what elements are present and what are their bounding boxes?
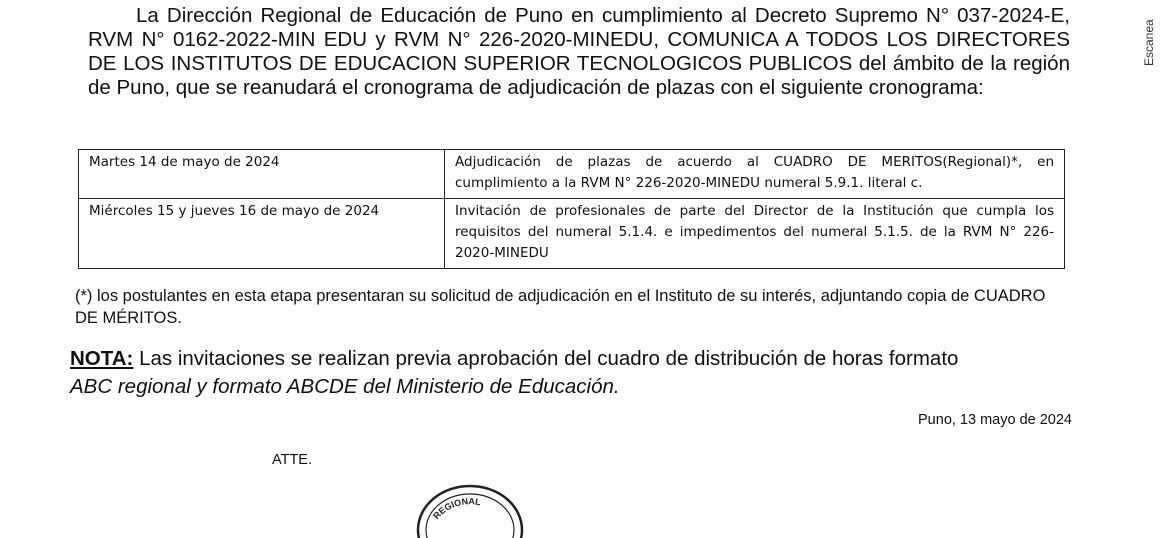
schedule-activity-cell: Adjudicación de plazas de acuerdo al CUADRO DE MERITOS(Regional)*, en cumplimiento a la RVM N° 226-2020-MINEDU numeral 5.9.1. literal c. bbox=[445, 150, 1065, 199]
nota-line-2: ABC regional y formato ABCDE del Ministerio de Educación. bbox=[70, 375, 620, 398]
nota-line-1 bbox=[70, 345, 1070, 373]
nota-section bbox=[70, 345, 1070, 401]
intro-paragraph bbox=[88, 4, 1070, 100]
nota-label: NOTA: bbox=[70, 347, 134, 370]
footnote: (*) los postulantes en esta etapa presentaran su solicitud de adjudicación en el Instituto de su interés, adjuntando copia de CUADRO DE MÉRITOS. bbox=[75, 287, 1046, 327]
scanner-watermark: Escanea bbox=[1142, 19, 1156, 66]
table-row bbox=[79, 150, 1065, 199]
official-seal bbox=[410, 478, 530, 538]
place-date: Puno, 13 mayo de 2024 bbox=[918, 412, 1072, 428]
closing-atte: ATTE. bbox=[272, 452, 313, 468]
schedule-activity-cell: Invitación de profesionales de parte del Director de la Institución que cumpla los requisitos del numeral 5.1.4. e impedimentos del numeral 5.1.5. de la RVM N° 226-2020-MINEDU bbox=[445, 199, 1065, 269]
schedule-date-cell: Miércoles 15 y jueves 16 de mayo de 2024 bbox=[79, 199, 445, 269]
schedule-table bbox=[78, 149, 1065, 269]
table-row bbox=[79, 199, 1065, 269]
schedule-date-cell: Martes 14 de mayo de 2024 bbox=[79, 150, 445, 199]
intro-text: La Dirección Regional de Educación de Puno en cumplimiento al Decreto Supremo N° 037-2024-E, RVM N° 0162-2022-MIN EDU y RVM N° 226-2020-MINEDU, COMUNICA A TODOS LOS DIRECTORES DE LOS INSTITUTOS DE EDUCACION SUPERIOR TECNOLOGICOS PUBLICOS del ámbito de la región de Puno, que se reanudará el cronograma de adjudicación de plazas con el siguiente cronograma: bbox=[88, 4, 1070, 99]
seal-text: REGIONAL bbox=[431, 496, 482, 521]
nota-text: Las invitaciones se realizan previa aprobación del cuadro de distribución de horas formato bbox=[139, 347, 959, 370]
